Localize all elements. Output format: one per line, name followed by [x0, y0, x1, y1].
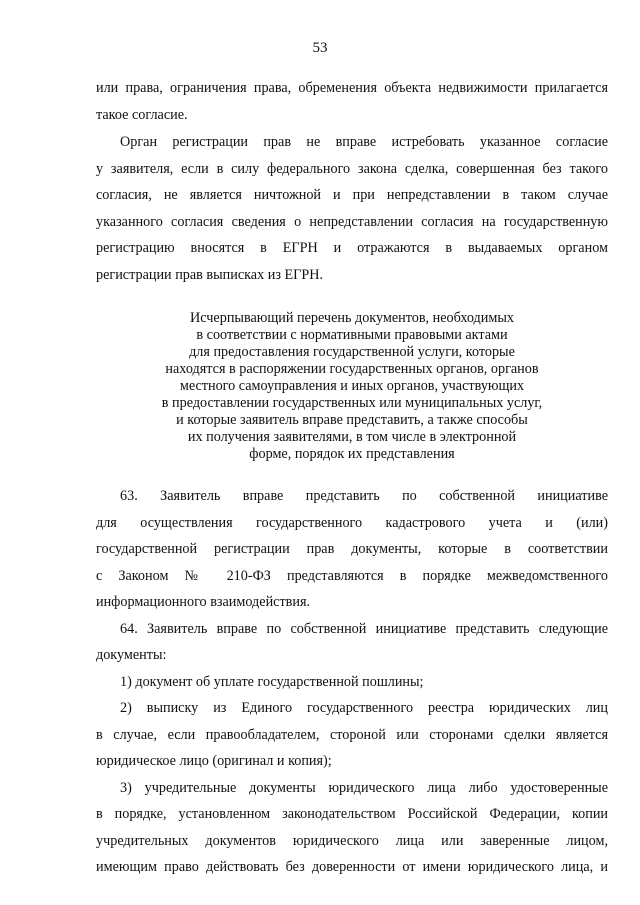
text-line: 2) выписку из Единого государственного реестра юридических лиц — [120, 700, 608, 716]
heading-line: форме, порядок их представления — [249, 446, 455, 462]
text-line: с Законом № 210-ФЗ представляются в порядке межведомственного — [96, 568, 608, 584]
heading-line: находятся в распоряжении государственных органов, органов — [165, 361, 539, 377]
text-line: юридическое лицо (оригинал и копия); — [96, 753, 332, 769]
text-line: у заявителя, если в силу федерального закона сделка, совершенная без такого — [96, 161, 608, 177]
heading-line: Исчерпывающий перечень документов, необходимых — [190, 310, 514, 326]
text-line: 63. Заявитель вправе представить по собственной инициативе — [120, 488, 608, 504]
text-line: регистрации прав выписках из ЕГРН. — [96, 267, 324, 283]
text-line: для осуществления государственного кадастрового учета и (или) — [96, 515, 608, 531]
text-line: 1) документ об уплате государственной пошлины; — [120, 674, 424, 690]
text-line: в случае, если правообладателем, стороной или сторонами сделки является — [96, 727, 608, 743]
text-line: в порядке, установленном законодательством Российской Федерации, копии — [96, 806, 608, 822]
heading-line: и которые заявитель вправе представить, а также способы — [176, 412, 528, 428]
heading-line: местного самоуправления и иных органов, участвующих — [179, 378, 525, 394]
text-line: регистрацию вносятся в ЕГРН и отражаются в выдаваемых органом — [96, 240, 608, 256]
text-line: государственной регистрации прав документы, которые в соответствии — [96, 541, 608, 557]
page-number: 53 — [312, 40, 328, 56]
text-line: или права, ограничения права, обременения объекта недвижимости прилагается — [96, 80, 608, 96]
text-line: имеющим право действовать без доверенности от имени юридического лица, и — [96, 859, 608, 875]
text-line: указанного согласия сведения о непредставлении согласия на государственную — [96, 214, 608, 230]
text-line: информационного взаимодействия. — [96, 594, 311, 610]
text-line: 64. Заявитель вправе по собственной инициативе представить следующие — [120, 621, 608, 637]
text-line: такое согласие. — [96, 107, 188, 123]
heading-line: в предоставлении государственных или муниципальных услуг, — [161, 395, 543, 411]
heading-line: в соответствии с нормативными правовыми актами — [196, 327, 508, 343]
text-line: согласия, не является ничтожной и при непредставлении в таком случае — [96, 187, 608, 203]
heading-line: для предоставления государственной услуги, которые — [189, 344, 515, 360]
text-line: документы: — [96, 647, 167, 663]
text-line: учредительных документов юридического лица или заверенные лицом, — [96, 833, 608, 849]
text-line: Орган регистрации прав не вправе истребовать указанное согласие — [120, 134, 608, 150]
text-line: 3) учредительные документы юридического лица либо удостоверенные — [120, 780, 608, 796]
heading-line: их получения заявителями, в том числе в электронной — [187, 429, 517, 445]
